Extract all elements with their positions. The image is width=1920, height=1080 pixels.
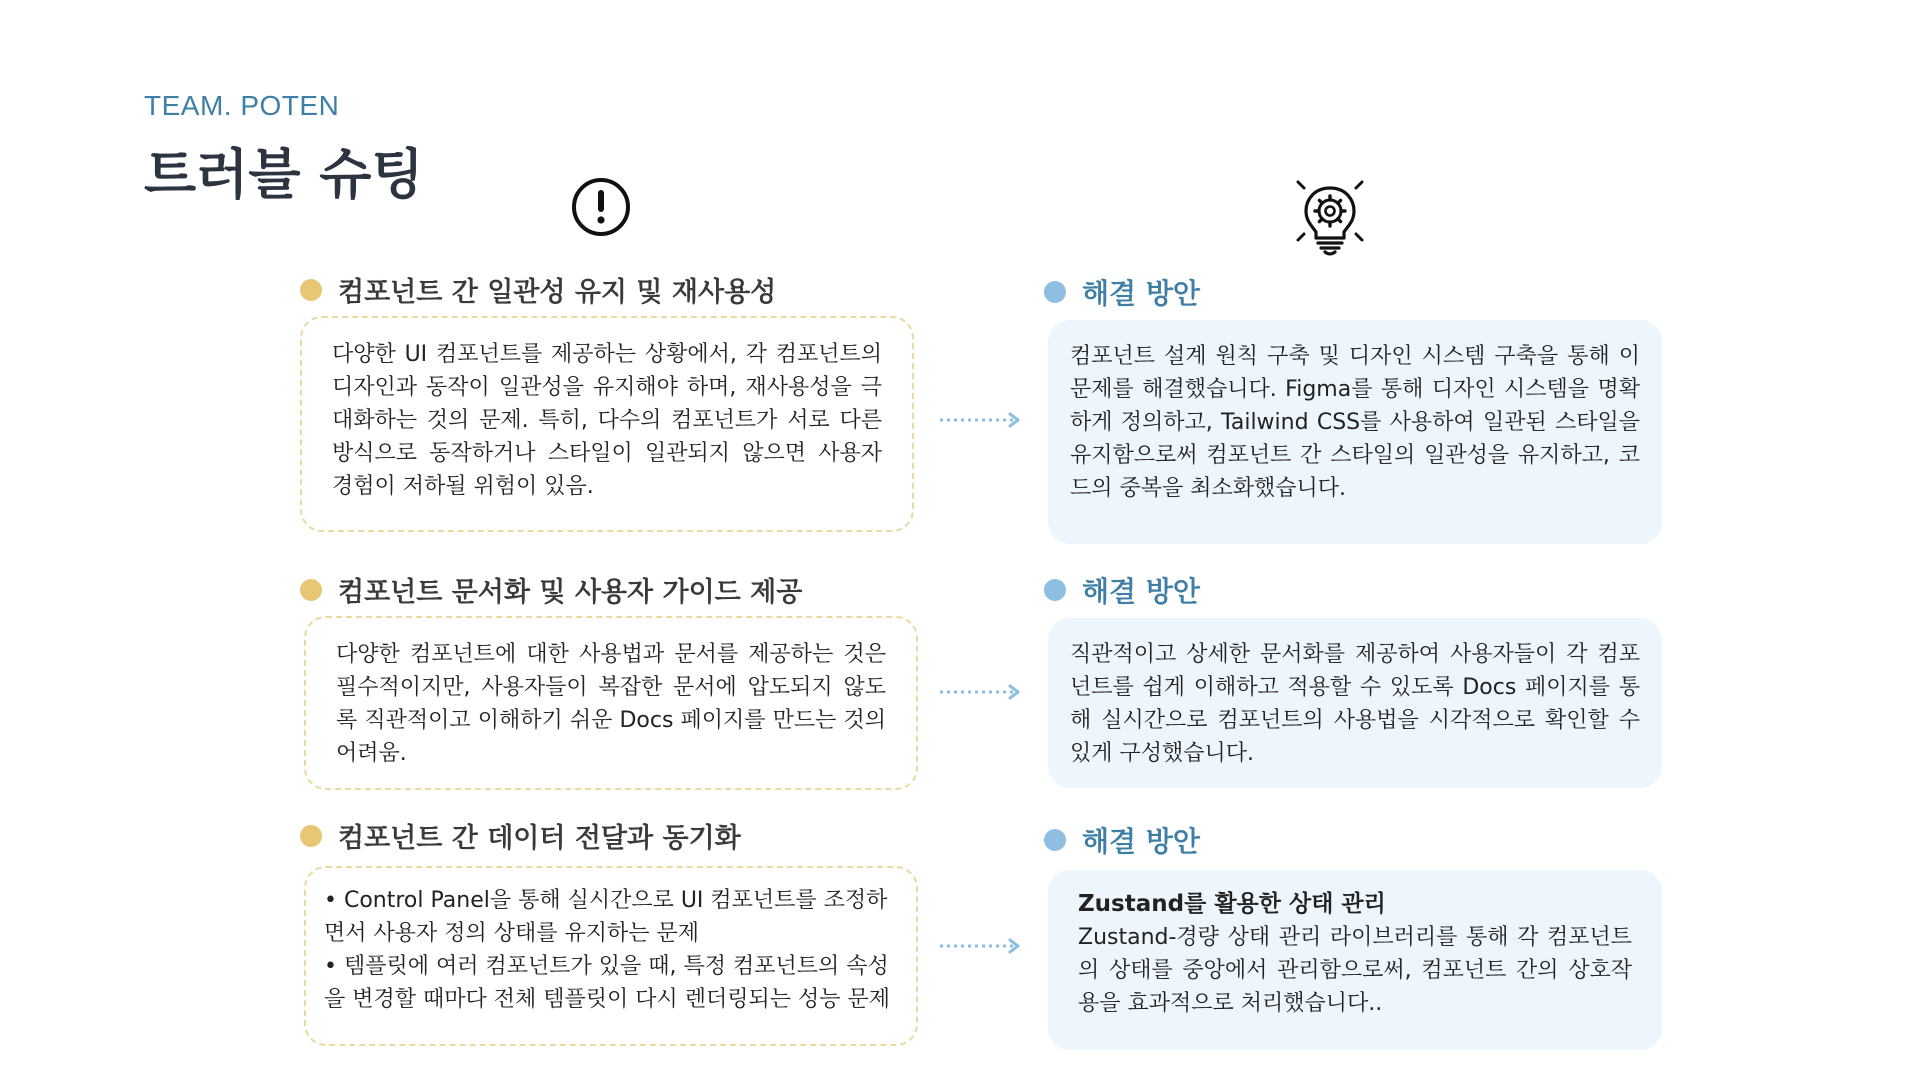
problem-box-2 — [304, 616, 918, 790]
solution-title-text: 해결 방안 — [1082, 825, 1200, 858]
problem-title-text: 컴포넌트 간 데이터 전달과 동기화 — [338, 823, 741, 854]
bullet-dot — [1044, 829, 1066, 851]
solution-title-3 — [1044, 820, 1200, 860]
solution-title-1 — [1044, 272, 1200, 312]
solution-title-text: 해결 방안 — [1082, 277, 1200, 310]
solution-box-2 — [1048, 618, 1662, 788]
problem-title-1 — [300, 270, 776, 309]
dotted-arrow-icon — [938, 936, 1024, 956]
dotted-arrow-icon — [938, 410, 1024, 430]
problem-box-1 — [300, 316, 914, 532]
problem-box-3 — [304, 866, 918, 1046]
problem-text: 다양한 UI 컴포넌트를 제공하는 상황에서, 각 컴포넌트의 디자인과 동작이 일관성을 유지해야 하며, 재사용성을 극대화하는 것의 문제. 특히, 다수의 컴포넌트가 서로 다른 방식으로 동작하거나 스타일이 일관되지 않으면 사용자 경험이 저하될 위험이 있음. — [332, 342, 882, 499]
solution-text: 직관적이고 상세한 문서화를 제공하여 사용자들이 각 컴포넌트를 쉽게 이해하고 적용할 수 있도록 Docs 페이지를 통해 실시간으로 컴포넌트의 사용법을 시각적으로 확인할 수 있게 구성했습니다. — [1070, 642, 1640, 766]
solution-text: Zustand-경량 상태 관리 라이브러리를 통해 각 컴포넌트의 상태를 중앙에서 관리함으로써, 컴포넌트 간의 상호작용을 효과적으로 처리했습니다.. — [1078, 925, 1632, 1016]
problem-text: 다양한 컴포넌트에 대한 사용법과 문서를 제공하는 것은 필수적이지만, 사용자들이 복잡한 문서에 압도되지 않도록 직관적이고 이해하기 쉬운 Docs 페이지를 만드는 것의 어려움. — [336, 642, 886, 766]
problem-title-2 — [300, 570, 802, 609]
bullet-dot — [300, 579, 322, 601]
lightbulb-gear-icon — [1288, 176, 1372, 260]
problem-title-text: 컴포넌트 간 일관성 유지 및 재사용성 — [338, 277, 777, 308]
bullet-dot — [1044, 281, 1066, 303]
problem-bullet-2: • 템플릿에 여러 컴포넌트가 있을 때, 특정 컴포넌트의 속성을 변경할 때마다 전체 템플릿이 다시 렌더링되는 성능 문제 — [324, 954, 890, 1012]
team-label: TEAM. POTEN — [144, 90, 340, 121]
solution-box-3 — [1048, 870, 1662, 1050]
problem-title-text: 컴포넌트 문서화 및 사용자 가이드 제공 — [338, 577, 803, 608]
dotted-arrow-icon — [938, 682, 1024, 702]
bullet-dot — [300, 279, 322, 301]
solution-title-text: 해결 방안 — [1082, 575, 1200, 608]
solution-box-1 — [1048, 320, 1662, 544]
page-title: 트러블 슈팅 — [144, 143, 424, 206]
exclamation-circle-icon — [570, 176, 632, 238]
solution-heading: Zustand를 활용한 상태 관리 — [1078, 891, 1386, 917]
bullet-dot — [1044, 579, 1066, 601]
solution-title-2 — [1044, 570, 1200, 610]
problem-bullet-1: • Control Panel을 통해 실시간으로 UI 컴포넌트를 조정하면서 사용자 정의 상태를 유지하는 문제 — [324, 888, 888, 946]
bullet-dot — [300, 825, 322, 847]
problem-title-3 — [300, 816, 741, 855]
solution-text: 컴포넌트 설계 원칙 구축 및 디자인 시스템 구축을 통해 이 문제를 해결했습니다. Figma를 통해 디자인 시스템을 명확하게 정의하고, Tailwind CSS를 사용하여 일관된 스타일을 유지함으로써 컴포넌트 간 스타일의 일관성을 유지하고, 코드의 중복을 최소화했습니다. — [1070, 344, 1640, 501]
